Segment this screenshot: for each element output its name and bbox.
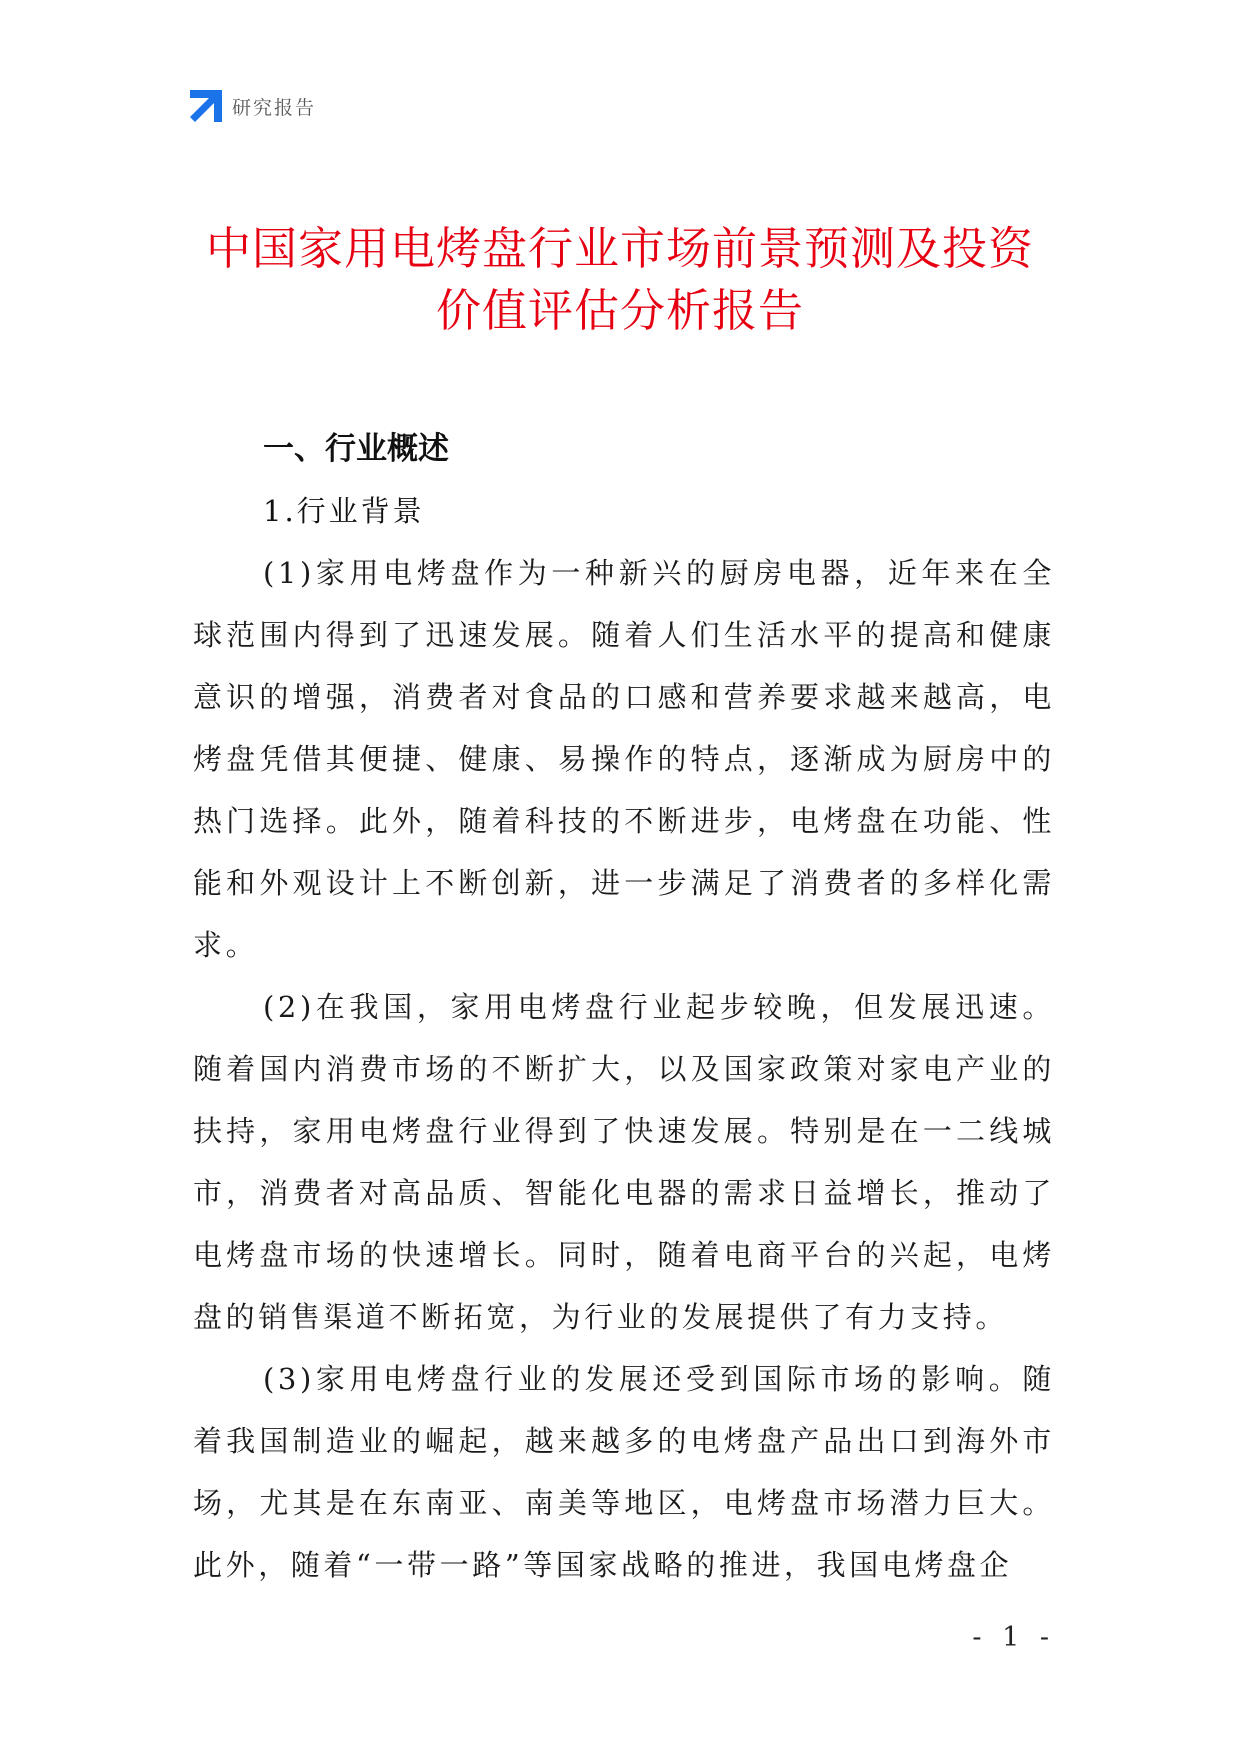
paragraph-2: (2)在我国，家用电烤盘行业起步较晚，但发展迅速。随着国内消费市场的不断扩大，以及国家政策对家电产业的扶持，家用电烤盘行业得到了快速发展。特别是在一二线城市，消费者对高品质、智能化电器的需求日益增长，推动了电烤盘市场的快速增长。同时，随着电商平台的兴起，电烤盘的销售渠道不断拓宽，为行业的发展提供了有力支持。 — [193, 990, 1055, 1334]
document-title — [170, 218, 1070, 342]
title-line-1: 中国家用电烤盘行业市场前景预测及投资 — [205, 222, 1034, 275]
document-body — [193, 418, 1055, 1596]
page-header — [190, 88, 316, 124]
sub-heading: 1.行业背景 — [263, 494, 425, 528]
header-label: 研究报告 — [232, 96, 317, 119]
title-line-2: 价值评估分析报告 — [435, 284, 804, 337]
arrow-logo-icon — [190, 90, 222, 122]
paragraph-1: (1)家用电烤盘作为一种新兴的厨房电器，近年来在全球范围内得到了迅速发展。随着人们生活水平的提高和健康意识的增强，消费者对食品的口感和营养要求越来越高，电烤盘凭借其便捷、健康、易操作的特点，逐渐成为厨房中的热门选择。此外，随着科技的不断进步，电烤盘在功能、性能和外观设计上不断创新，进一步满足了消费者的多样化需求。 — [193, 556, 1055, 962]
paragraph-3: (3)家用电烤盘行业的发展还受到国际市场的影响。随着我国制造业的崛起，越来越多的电烤盘产品出口到海外市场，尤其是在东南亚、南美等地区，电烤盘市场潜力巨大。此外，随着“一带一路”等国家战略的推进，我国电烤盘企 — [193, 1362, 1055, 1582]
section-heading: 一、行业概述 — [263, 431, 449, 467]
page-number: - 1 - — [972, 1622, 1055, 1653]
